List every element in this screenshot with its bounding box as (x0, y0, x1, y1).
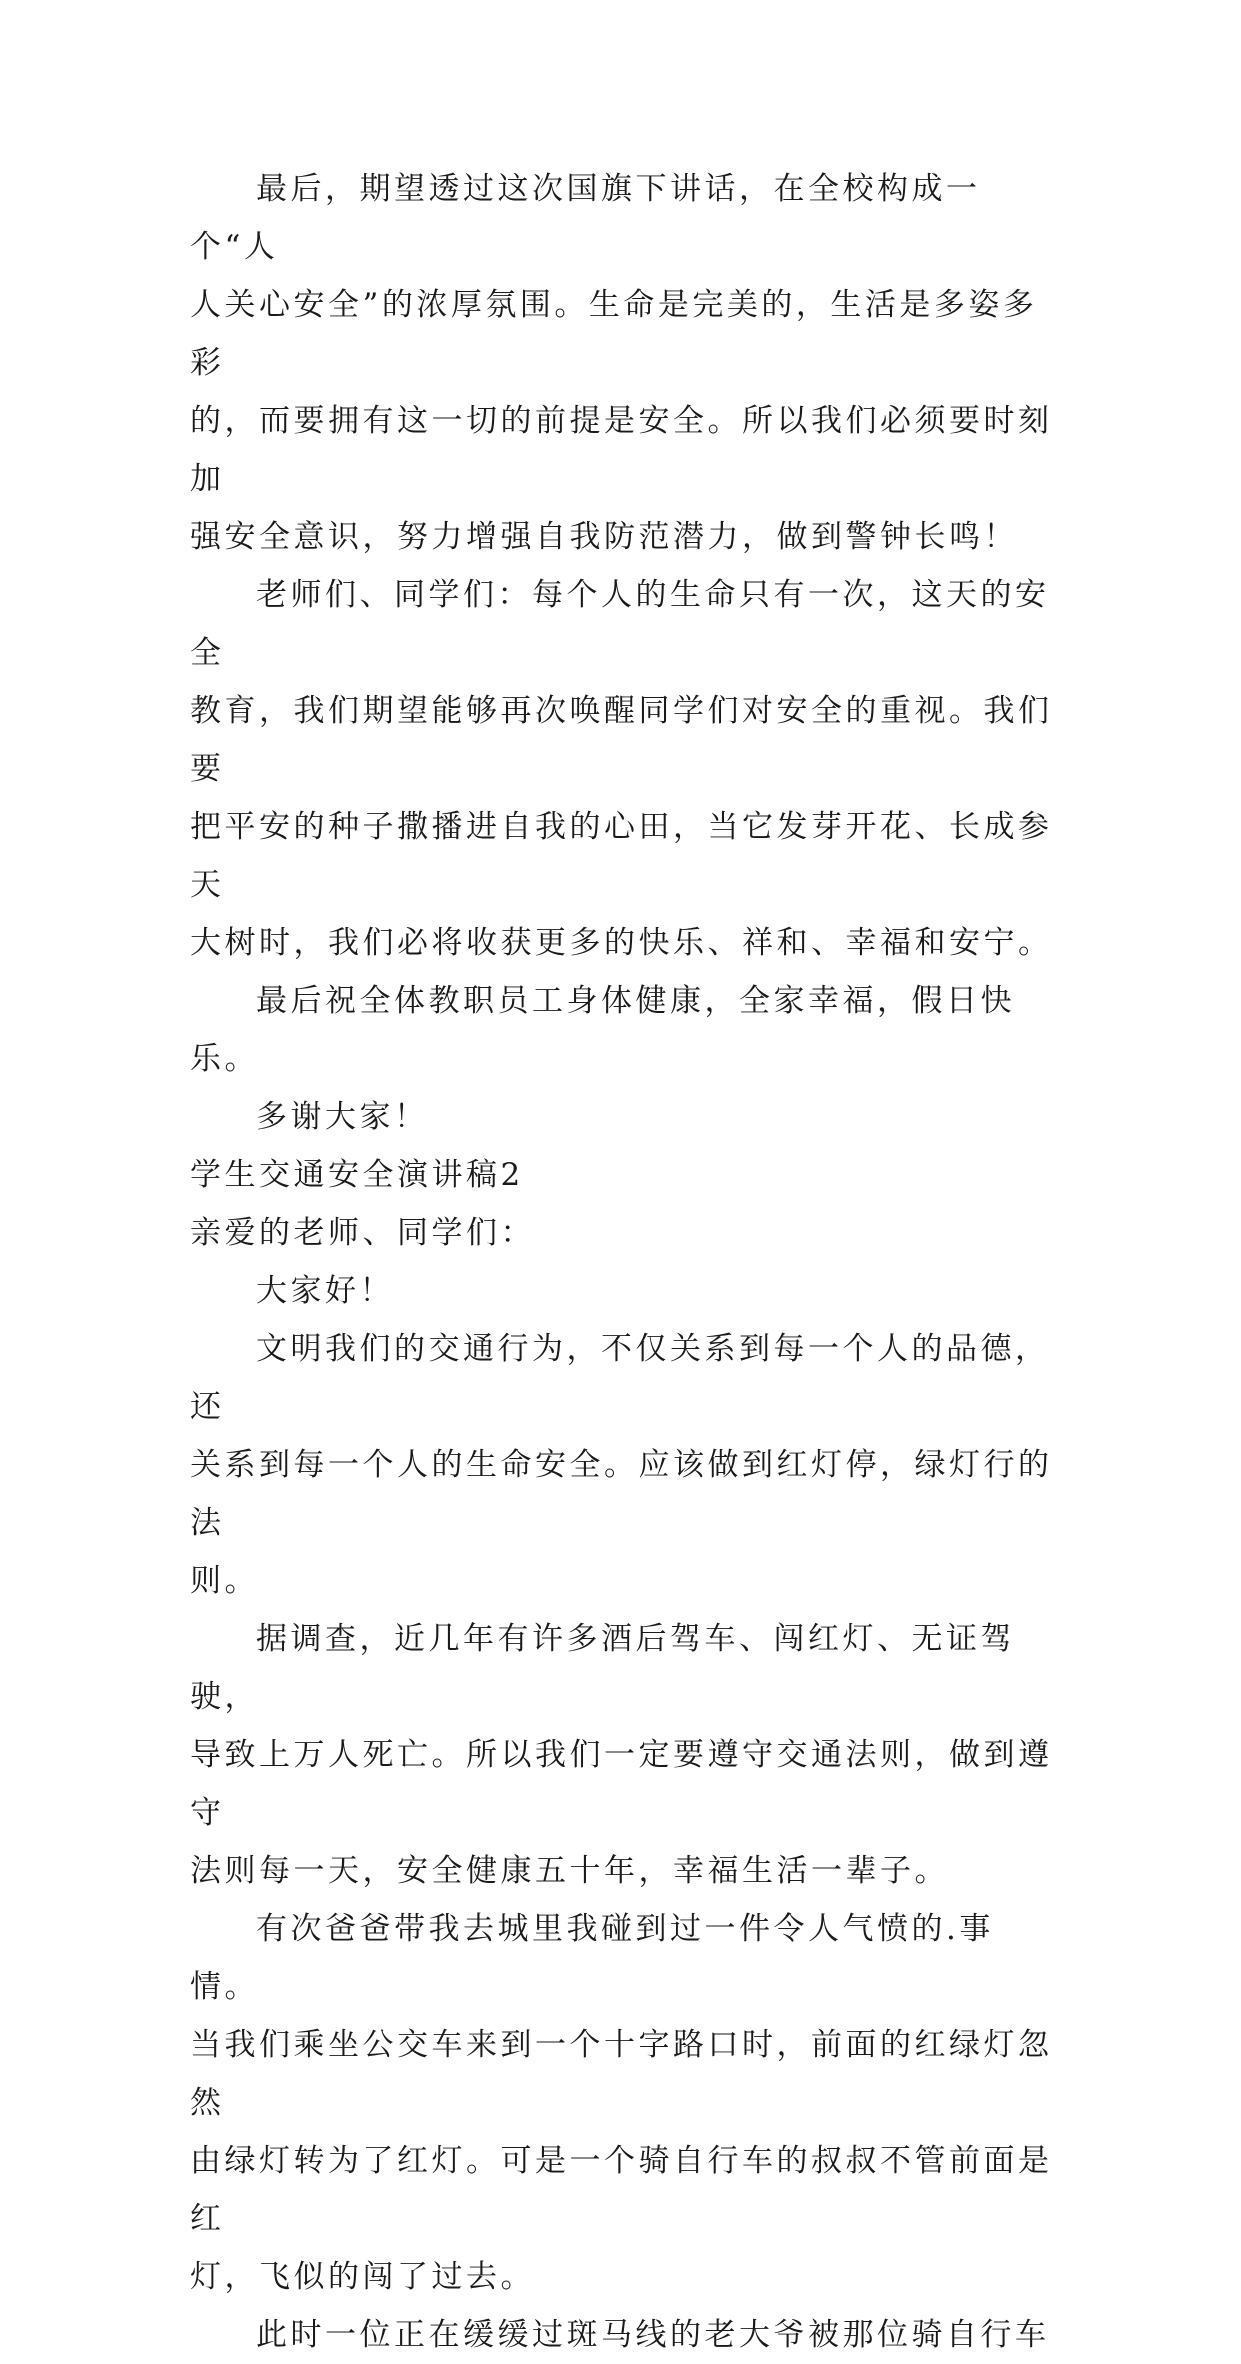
text-line: 最后，期望透过这次国旗下讲话，在全校构成一个“人 (190, 171, 981, 265)
text-line: 把平安的种子撒播进自我的心田，当它发芽开花、长成参天 (190, 809, 1053, 903)
text-line: 的，而要拥有这一切的前提是安全。所以我们必须要时刻加 (190, 403, 1053, 497)
text-line: 则。 (190, 1563, 259, 1599)
text-line: 文明我们的交通行为，不仅关系到每一个人的品德，还 (190, 1331, 1050, 1425)
document-body (190, 160, 1060, 2364)
text-line: 此时一位正在缓缓过斑马线的老大爷被那位骑自行车 (256, 2317, 1050, 2353)
text-line: 法则每一天，安全健康五十年，幸福生活一辈子。 (190, 1853, 949, 1889)
text-line: 有次爸爸带我去城里我碰到过一件令人气愤的.事情。 (190, 1911, 994, 2005)
text-line: 关系到每一个人的生命安全。应该做到红灯停，绿灯行的法 (190, 1447, 1053, 1541)
paragraph (190, 972, 1060, 1088)
text-line: 老师们、同学们：每个人的生命只有一次，这天的安全 (190, 577, 1050, 671)
text-line: 当我们乘坐公交车来到一个十字路口时，前面的红绿灯忽然 (190, 2027, 1053, 2121)
paragraph (190, 1320, 1060, 1610)
text-line: 多谢大家！ (256, 1099, 429, 1135)
text-line: 最后祝全体教职员工身体健康，全家幸福，假日快乐。 (190, 983, 1015, 1077)
text-line: 教育，我们期望能够再次唤醒同学们对安全的重视。我们要 (190, 693, 1053, 787)
text-line: 强安全意识，努力增强自我防范潜力，做到警钟长鸣！ (190, 519, 1018, 555)
text-line: 大家好！ (256, 1273, 394, 1309)
text-line: 导致上万人死亡。所以我们一定要遵守交通法则，做到遵守 (190, 1737, 1053, 1831)
text-line: 灯，飞似的闯了过去。 (190, 2259, 535, 2295)
text-line: 学生交通安全演讲稿2 (190, 1157, 524, 1193)
paragraph (190, 1900, 1060, 2306)
paragraph (190, 1146, 1060, 1204)
paragraph (190, 566, 1060, 972)
text-line: 亲爱的老师、同学们： (190, 1215, 535, 1251)
text-line: 据调查，近几年有许多酒后驾车、闯红灯、无证驾驶， (190, 1621, 1015, 1715)
paragraph (190, 1610, 1060, 1900)
text-line: 大树时，我们必将收获更多的快乐、祥和、幸福和安宁。 (190, 925, 1053, 961)
paragraph (190, 2306, 1060, 2364)
paragraph (190, 160, 1060, 566)
text-line: 人关心安全”的浓厚氛围。生命是完美的，生活是多姿多彩 (190, 287, 1038, 381)
text-line: 由绿灯转为了红灯。可是一个骑自行车的叔叔不管前面是红 (190, 2143, 1053, 2237)
paragraph (190, 1088, 1060, 1146)
paragraph (190, 1262, 1060, 1320)
paragraph (190, 1204, 1060, 1262)
